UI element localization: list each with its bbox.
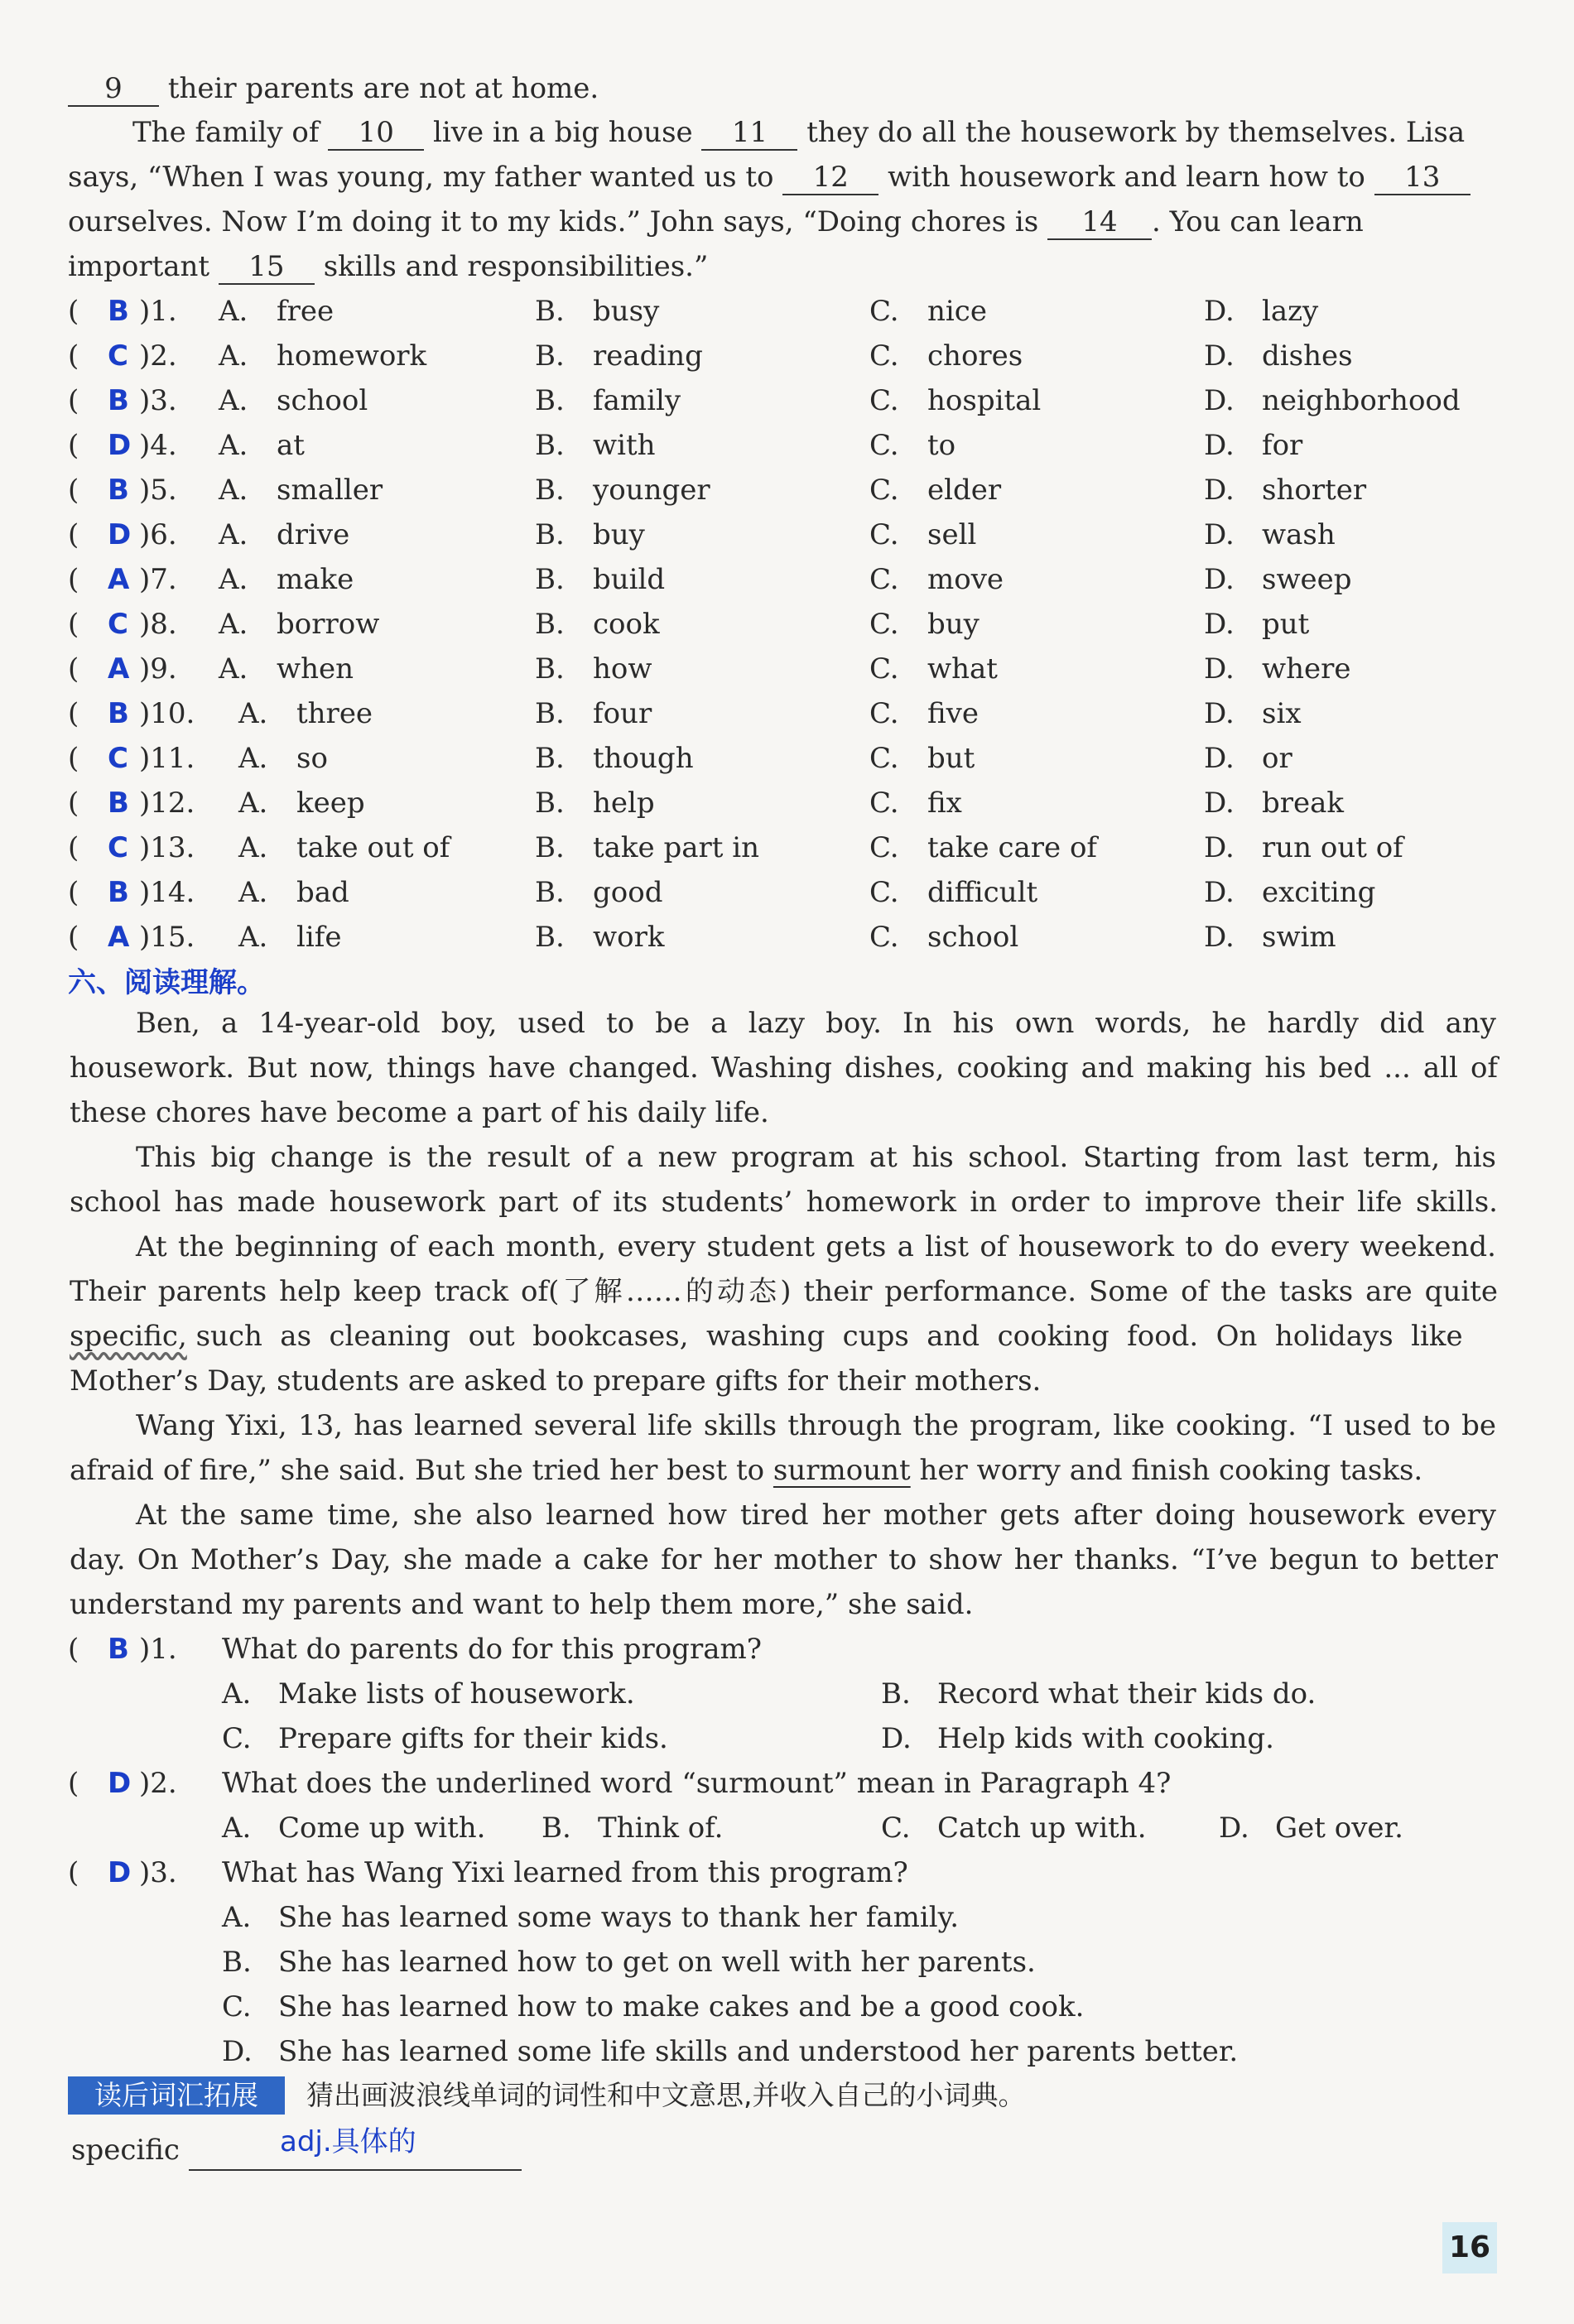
option-letter: A.	[219, 295, 248, 328]
paren: (	[68, 787, 79, 820]
option-text: bad	[296, 876, 349, 909]
reading-line: Ben, a 14-year-old boy, used to be a lazy boy. In his own words, he hardly did any	[136, 1007, 1496, 1040]
option-text: chores	[927, 339, 1023, 373]
answer: C	[108, 831, 128, 864]
option-text: work	[593, 921, 665, 954]
option-text: for	[1262, 429, 1303, 462]
option-text: She has learned how to make cakes and be a good cook.	[278, 1990, 1085, 2023]
answer: B	[108, 474, 129, 507]
option-text: swim	[1262, 921, 1336, 954]
option-text: wash	[1262, 518, 1336, 551]
option-letter: B.	[542, 1812, 571, 1845]
paren: (	[68, 563, 79, 596]
cloze-line-2	[132, 110, 1465, 155]
option-letter: D.	[1204, 339, 1235, 373]
cloze-text: with housework and learn how to	[888, 161, 1365, 194]
question-number: )6.	[139, 518, 177, 551]
cloze-text: . You can learn	[1152, 205, 1364, 238]
option-text: what	[927, 652, 998, 686]
reading-line: understand my parents and want to help them more,” she said.	[70, 1588, 974, 1621]
option-letter: A.	[219, 518, 248, 551]
question-text: What does the underlined word “surmount” mean in Paragraph 4?	[222, 1767, 1172, 1800]
option-letter: B.	[535, 518, 565, 551]
option-text: five	[927, 697, 980, 730]
cloze-text: important	[68, 250, 210, 283]
option-letter: A.	[238, 876, 268, 909]
answer: D	[108, 429, 132, 462]
option-text: exciting	[1262, 876, 1376, 909]
answer: B	[108, 295, 129, 328]
option-text: family	[593, 384, 681, 417]
answer: B	[108, 697, 129, 730]
option-text: busy	[593, 295, 660, 328]
page-number: 16	[1442, 2222, 1497, 2273]
blank-12: 12	[782, 161, 878, 195]
option-letter: C.	[869, 697, 899, 730]
option-text: to	[927, 429, 956, 462]
cloze-text: they do all the housework by themselves. Lisa	[806, 116, 1466, 149]
paren: (	[68, 921, 79, 954]
option-text: take out of	[296, 831, 450, 864]
option-letter: D.	[1204, 474, 1235, 507]
answer: D	[108, 1767, 132, 1800]
option-text: free	[277, 295, 335, 328]
option-letter: D.	[1204, 787, 1235, 820]
reading-text: such as cleaning out bookcases, washing cups and cooking food. On holidays like	[195, 1320, 1463, 1353]
vocab-word: specific	[71, 2134, 180, 2167]
paren: (	[68, 429, 79, 462]
option-text: She has learned how to get on well with her parents.	[278, 1946, 1036, 1979]
paren: (	[68, 474, 79, 507]
option-letter: B.	[535, 429, 565, 462]
option-letter: A.	[238, 787, 268, 820]
reading-line-with-wavy	[70, 1314, 1463, 1359]
answer: C	[108, 339, 128, 373]
answer: C	[108, 742, 128, 775]
reading-line: At the same time, she also learned how tired her mother gets after doing housework every	[136, 1499, 1496, 1532]
option-letter: D.	[1204, 921, 1235, 954]
option-text: dishes	[1262, 339, 1353, 373]
option-text: break	[1262, 787, 1345, 820]
option-text: take care of	[927, 831, 1098, 864]
option-text: Think of.	[598, 1812, 724, 1845]
option-letter: D.	[1219, 1812, 1249, 1845]
option-letter: D.	[1204, 742, 1235, 775]
option-text: three	[296, 697, 373, 730]
option-text: good	[593, 876, 663, 909]
option-text: sell	[927, 518, 977, 551]
question-number: )3.	[139, 384, 177, 417]
question-number: )14.	[139, 876, 195, 909]
option-text: though	[593, 742, 694, 775]
blank-13: 13	[1374, 161, 1471, 195]
option-letter: A.	[219, 563, 248, 596]
option-letter: A.	[222, 1901, 252, 1934]
option-letter: C.	[869, 384, 899, 417]
paren: (	[68, 652, 79, 686]
question-number: )12.	[139, 787, 195, 820]
cloze-line-4	[68, 200, 1364, 244]
option-letter: B.	[535, 384, 565, 417]
question-number: )3.	[139, 1856, 177, 1889]
option-letter: C.	[869, 608, 899, 641]
question-text: What do parents do for this program?	[222, 1633, 762, 1666]
cloze-line-3	[68, 155, 1471, 200]
option-text: buy	[593, 518, 645, 551]
option-text: build	[593, 563, 666, 596]
option-text: so	[296, 742, 328, 775]
option-text: cook	[593, 608, 660, 641]
option-letter: D.	[1204, 876, 1235, 909]
blank-15: 15	[219, 250, 315, 285]
question-number: )11.	[139, 742, 195, 775]
option-letter: A.	[219, 608, 248, 641]
option-text: difficult	[927, 876, 1038, 909]
option-letter: C.	[869, 831, 899, 864]
option-text: younger	[593, 474, 710, 507]
question-number: )9.	[139, 652, 177, 686]
option-letter: C.	[869, 876, 899, 909]
option-letter: D.	[1204, 384, 1235, 417]
option-text: school	[277, 384, 368, 417]
reading-text: her worry and finish cooking tasks.	[919, 1454, 1423, 1487]
option-text: nice	[927, 295, 987, 328]
vocab-instruction: 猜出画波浪线单词的词性和中文意思,并收入自己的小词典。	[306, 2079, 1026, 2111]
answer: A	[108, 563, 130, 596]
option-letter: A.	[219, 339, 248, 373]
option-letter: D.	[1204, 831, 1235, 864]
question-number: )1.	[139, 295, 177, 328]
option-letter: D.	[222, 2035, 253, 2068]
option-text: sweep	[1262, 563, 1352, 596]
question-number: )2.	[139, 339, 177, 373]
cloze-text: skills and responsibilities.”	[323, 250, 709, 283]
vocab-answer: adj.具体的	[280, 2125, 416, 2158]
question-number: )8.	[139, 608, 177, 641]
option-letter: C.	[869, 474, 899, 507]
blank-10: 10	[328, 116, 424, 151]
option-text: life	[296, 921, 342, 954]
vocab-answer-line	[189, 2169, 522, 2171]
answer: C	[108, 608, 128, 641]
option-text: Prepare gifts for their kids.	[278, 1722, 668, 1755]
paren: (	[68, 339, 79, 373]
answer: D	[108, 518, 132, 551]
option-text: drive	[277, 518, 350, 551]
option-letter: C.	[869, 295, 899, 328]
section-title: 六、阅读理解。	[68, 966, 265, 999]
option-text: four	[593, 697, 652, 730]
option-text: put	[1262, 608, 1310, 641]
option-letter: D.	[1204, 608, 1235, 641]
paren: (	[68, 1856, 79, 1889]
question-number: )5.	[139, 474, 177, 507]
paren: (	[68, 831, 79, 864]
option-letter: A.	[238, 831, 268, 864]
reading-line: day. On Mother’s Day, she made a cake for her mother to show her thanks. “I’ve begun to better	[70, 1543, 1498, 1576]
option-letter: B.	[222, 1946, 252, 1979]
option-letter: A.	[219, 429, 248, 462]
option-letter: D.	[1204, 652, 1235, 686]
reading-line: Mother’s Day, students are asked to prepare gifts for their mothers.	[70, 1364, 1042, 1398]
cloze-text: live in a big house	[433, 116, 693, 149]
option-letter: C.	[222, 1990, 252, 2023]
option-text: move	[927, 563, 1004, 596]
option-text: elder	[927, 474, 1002, 507]
option-text: hospital	[927, 384, 1042, 417]
option-letter: A.	[222, 1677, 252, 1711]
option-text: homework	[277, 339, 427, 373]
paren: (	[68, 608, 79, 641]
option-letter: A.	[238, 921, 268, 954]
option-text: but	[927, 742, 975, 775]
option-letter: B.	[881, 1677, 911, 1711]
answer: B	[108, 787, 129, 820]
option-text: buy	[927, 608, 980, 641]
answer: D	[108, 1856, 132, 1889]
option-text: Help kids with cooking.	[937, 1722, 1274, 1755]
option-text: lazy	[1262, 295, 1319, 328]
answer: B	[108, 384, 129, 417]
reading-line: Their parents help keep track of(了解……的动态) their performance. Some of the tasks are quite	[70, 1275, 1498, 1308]
option-letter: A.	[219, 652, 248, 686]
option-letter: B.	[535, 697, 565, 730]
option-text: where	[1262, 652, 1351, 686]
option-text: She has learned some ways to thank her family.	[278, 1901, 960, 1934]
paren: (	[68, 1633, 79, 1666]
option-letter: D.	[881, 1722, 912, 1755]
option-letter: B.	[535, 831, 565, 864]
cloze-text: their parents are not at home.	[167, 72, 599, 105]
underlined-word-surmount: surmount	[773, 1454, 911, 1487]
option-letter: C.	[869, 518, 899, 551]
option-letter: D.	[1204, 563, 1235, 596]
paren: (	[68, 876, 79, 909]
reading-line-with-underline	[70, 1448, 1422, 1493]
option-text: with	[593, 429, 656, 462]
option-text: make	[277, 563, 354, 596]
option-letter: B.	[535, 876, 565, 909]
cloze-line-1	[68, 66, 599, 111]
option-letter: D.	[1204, 697, 1235, 730]
cloze-text: says, “When I was young, my father wanted us to	[68, 161, 774, 194]
option-text: Get over.	[1275, 1812, 1403, 1845]
reading-line: At the beginning of each month, every student gets a list of housework to do every weekend.	[136, 1230, 1496, 1263]
option-text: Catch up with.	[937, 1812, 1147, 1845]
option-letter: C.	[869, 787, 899, 820]
option-text: run out of	[1262, 831, 1403, 864]
option-letter: B.	[535, 295, 565, 328]
cloze-text: The family of	[132, 116, 320, 149]
option-letter: C.	[869, 563, 899, 596]
option-letter: C.	[869, 742, 899, 775]
cloze-text: ourselves. Now I’m doing it to my kids.” John says, “Doing chores is	[68, 205, 1039, 238]
paren: (	[68, 384, 79, 417]
cloze-line-5	[68, 244, 708, 289]
option-text: when	[277, 652, 354, 686]
option-letter: C.	[869, 429, 899, 462]
question-text: What has Wang Yixi learned from this program?	[222, 1856, 908, 1889]
option-letter: C.	[869, 339, 899, 373]
question-number: )10.	[139, 697, 195, 730]
paren: (	[68, 1767, 79, 1800]
option-letter: B.	[535, 742, 565, 775]
blank-14: 14	[1047, 205, 1152, 240]
answer: B	[108, 876, 129, 909]
option-letter: B.	[535, 921, 565, 954]
option-letter: A.	[219, 384, 248, 417]
option-letter: C.	[222, 1722, 252, 1755]
paren: (	[68, 295, 79, 328]
option-text: take part in	[593, 831, 759, 864]
option-letter: A.	[238, 742, 268, 775]
answer: A	[108, 652, 130, 686]
wavy-word-specific: specific,	[70, 1320, 187, 1353]
question-number: )13.	[139, 831, 195, 864]
option-text: Come up with.	[278, 1812, 486, 1845]
option-text: six	[1262, 697, 1302, 730]
question-number: )7.	[139, 563, 177, 596]
reading-line: school has made housework part of its students’ homework in order to improve their life skills.	[70, 1186, 1498, 1219]
reading-line: these chores have become a part of his daily life.	[70, 1096, 769, 1129]
option-text: borrow	[277, 608, 380, 641]
option-text: reading	[593, 339, 703, 373]
paren: (	[68, 518, 79, 551]
option-letter: B.	[535, 652, 565, 686]
option-letter: D.	[1204, 295, 1235, 328]
blank-11: 11	[701, 116, 797, 151]
option-letter: A.	[238, 697, 268, 730]
question-number: )15.	[139, 921, 195, 954]
option-letter: C.	[869, 921, 899, 954]
option-text: Record what their kids do.	[937, 1677, 1316, 1711]
option-text: neighborhood	[1262, 384, 1461, 417]
option-letter: B.	[535, 787, 565, 820]
option-letter: B.	[535, 474, 565, 507]
option-text: or	[1262, 742, 1292, 775]
option-text: She has learned some life skills and understood her parents better.	[278, 2035, 1239, 2068]
question-number: )1.	[139, 1633, 177, 1666]
paren: (	[68, 742, 79, 775]
option-text: school	[927, 921, 1019, 954]
option-text: how	[593, 652, 652, 686]
option-letter: C.	[869, 652, 899, 686]
option-text: Make lists of housework.	[278, 1677, 635, 1711]
option-letter: A.	[219, 474, 248, 507]
option-text: smaller	[277, 474, 383, 507]
question-number: )2.	[139, 1767, 177, 1800]
option-letter: C.	[881, 1812, 911, 1845]
option-letter: D.	[1204, 518, 1235, 551]
option-letter: A.	[222, 1812, 252, 1845]
reading-text: afraid of fire,” she said. But she tried her best to	[70, 1454, 765, 1487]
answer: A	[108, 921, 130, 954]
question-number: )4.	[139, 429, 177, 462]
paren: (	[68, 697, 79, 730]
reading-line: housework. But now, things have changed. Washing dishes, cooking and making his bed ... all of	[70, 1051, 1498, 1085]
reading-line: This big change is the result of a new program at his school. Starting from last term, his	[136, 1141, 1496, 1174]
reading-line: Wang Yixi, 13, has learned several life skills through the program, like cooking. “I used to be	[136, 1409, 1496, 1442]
option-letter: B.	[535, 339, 565, 373]
option-letter: B.	[535, 608, 565, 641]
option-text: fix	[927, 787, 962, 820]
vocab-badge: 读后词汇拓展	[68, 2076, 285, 2115]
answer: B	[108, 1633, 129, 1666]
blank-9: 9	[68, 72, 159, 107]
option-letter: B.	[535, 563, 565, 596]
option-letter: D.	[1204, 429, 1235, 462]
option-text: keep	[296, 787, 365, 820]
option-text: shorter	[1262, 474, 1367, 507]
option-text: help	[593, 787, 655, 820]
option-text: at	[277, 429, 305, 462]
